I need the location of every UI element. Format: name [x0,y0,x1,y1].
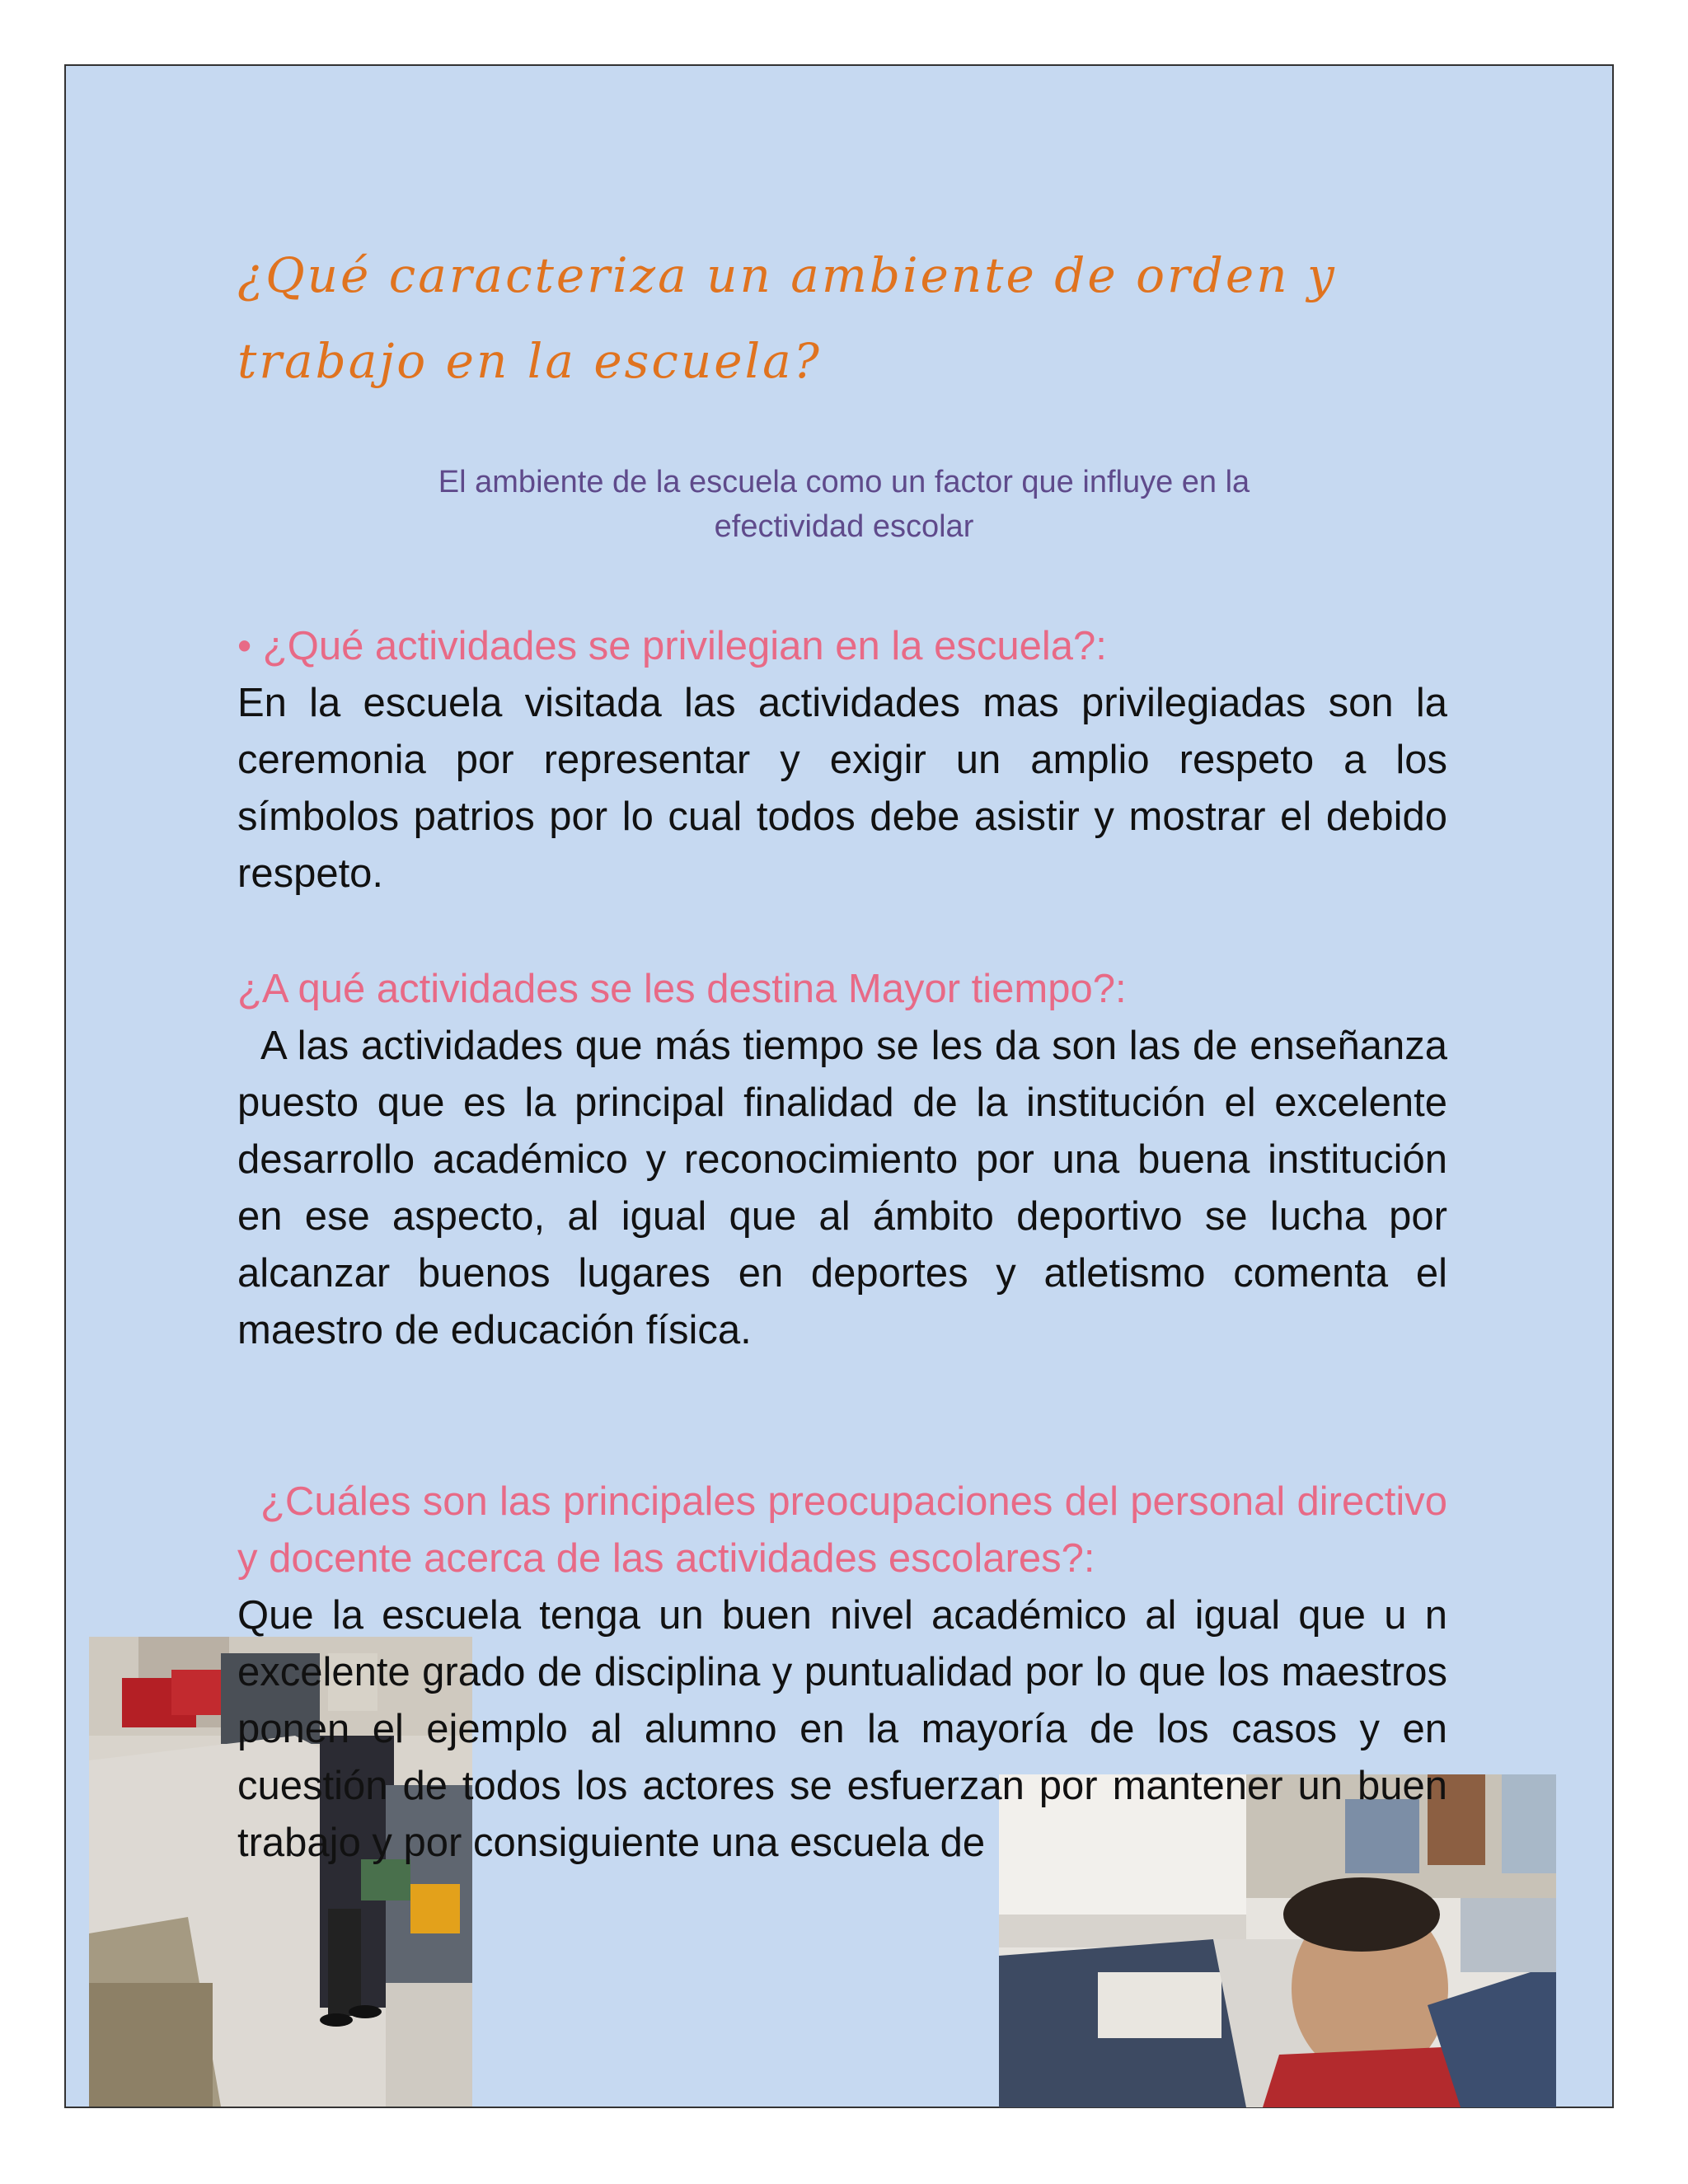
question-most-time-activities: ¿A qué actividades se les destina Mayor tiempo?: [237,967,1127,1011]
section-most-time-activities [237,961,1447,1359]
subtitle-line-1: El ambiente de la escuela como un factor que influye en la [438,465,1250,499]
section-main-concerns [237,1474,1447,1872]
answer-most-time-activities: A las actividades que más tiempo se les da son las de enseñanza puesto que es la principal finalidad de la institución el excelente desarrollo académico y reconocimiento por una buena institución en ese aspecto, al igual que al ámbito deportivo se lucha por alcanzar buenos lugares en deportes y atletismo comenta el maestro de educación física. [237,1024,1447,1352]
question-privileged-activities: • ¿Qué actividades se privilegian en la escuela?: [237,624,1107,668]
answer-main-concerns: Que la escuela tenga un buen nivel académico al igual que u n excelente grado de disciplina y puntualidad por lo que los maestros ponen el ejemplo al alumno en la mayoría de los casos y en cuestión de todos los actores se esfuerzan por mantener un buen trabajo y por consiguiente una escuela de [237,1593,1447,1865]
page-title [237,232,1391,404]
subtitle-line-2: efectividad escolar [714,509,974,544]
answer-privileged-activities: En la escuela visitada las actividades mas privilegiadas son la ceremonia por representar y exigir un amplio respeto a los símbolos patrios por lo cual todos debe asistir y mostrar el debido respeto. [237,681,1447,896]
title-line-2: trabajo en la escuela? [237,333,822,389]
section-privileged-activities [237,618,1447,902]
title-line-1: ¿Qué caracteriza un ambiente de orden y [237,247,1337,303]
question-main-concerns: ¿Cuáles son las principales preocupaciones del personal directivo y docente acerca de las actividades escolares?: [237,1479,1447,1581]
subtitle [237,460,1451,549]
